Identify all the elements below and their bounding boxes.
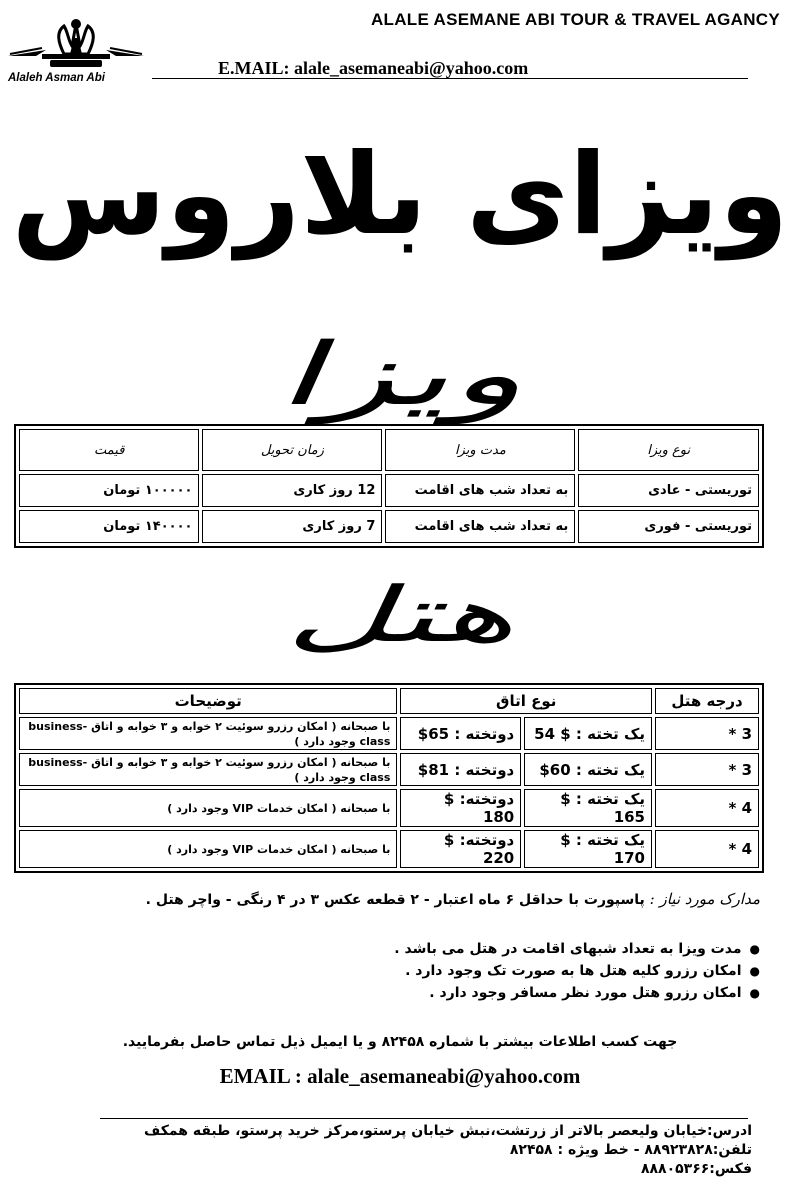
footer-address-block — [144, 1122, 752, 1179]
double-rate-cell: دوتخته: $ 220 — [400, 830, 521, 868]
hotel-header-room: نوع اتاق — [400, 688, 652, 714]
visa-header-type: نوع ویزا — [578, 429, 759, 471]
footer-divider — [100, 1118, 748, 1119]
visa-duration-cell: به تعداد شب های اقامت — [385, 474, 575, 507]
hotel-table-header-row — [19, 688, 759, 714]
visa-delivery-cell: 12 روز کاری — [202, 474, 382, 507]
hotel-table-row — [19, 753, 759, 786]
visa-table-header-row — [19, 429, 759, 471]
hotel-heading: هتل — [285, 570, 515, 659]
list-item: ● امکان رزرو کلیه هتل ها به صورت تک وجود دارد . — [394, 960, 760, 982]
hotel-table-row — [19, 830, 759, 868]
double-rate-cell: دوتخته : 81$ — [400, 753, 521, 786]
single-rate-cell: یک تخته : 60$ — [524, 753, 652, 786]
footer-fax: فکس:۸۸۸۰۵۳۶۶ — [640, 1161, 752, 1177]
visa-table-row — [19, 474, 759, 507]
notes-list — [394, 938, 760, 1004]
hotel-desc-cell: با صبحانه ( امکان رزرو سوئیت ۲ خوابه و ۳ خوابه و اتاق business-class وجود دارد ) — [19, 717, 397, 750]
main-title: ویزای بلاروس — [11, 130, 789, 260]
single-rate-cell: یک تخته : $ 165 — [524, 789, 652, 827]
visa-duration-cell: به تعداد شب های اقامت — [385, 510, 575, 543]
logo-emblem-icon — [6, 16, 146, 72]
visa-type-cell: توریستی - فوری — [578, 510, 759, 543]
hotel-header-grade: درجه هتل — [655, 688, 759, 714]
visa-price-cell: ۱۴۰۰۰۰ تومان — [19, 510, 199, 543]
footer-phone: تلفن:۸۸۹۲۳۸۲۸ - خط ویژه : ۸۲۴۵۸ — [509, 1142, 752, 1158]
required-documents-label: مدارک مورد نیاز : — [649, 890, 760, 908]
footer-address: ادرس:خیابان ولیعصر بالاتر از زرتشت،نبش خیابان پرستو،مرکز خرید پرستو، طبقه همکف — [144, 1123, 752, 1139]
hotel-table — [14, 683, 764, 873]
visa-type-cell: توریستی - عادی — [578, 474, 759, 507]
hotel-grade-cell: 4 * — [655, 830, 759, 868]
single-rate-cell: یک تخته : $ 170 — [524, 830, 652, 868]
double-rate-cell: دوتخته: $ 180 — [400, 789, 521, 827]
list-item: ● مدت ویزا به تعداد شبهای اقامت در هتل می باشد . — [394, 938, 760, 960]
hotel-desc-cell: با صبحانه ( امکان خدمات VIP وجود دارد ) — [19, 830, 397, 868]
hotel-desc-cell: با صبحانه ( امکان رزرو سوئیت ۲ خوابه و ۳ خوابه و اتاق business-class وجود دارد ) — [19, 753, 397, 786]
required-documents-text: پاسپورت با حداقل ۶ ماه اعتبار - ۲ قطعه عکس ۳ در ۴ رنگی - واچر هتل . — [145, 892, 645, 908]
hotel-grade-cell: 3 * — [655, 753, 759, 786]
double-rate-cell: دوتخته : 65$ — [400, 717, 521, 750]
header-divider — [152, 78, 748, 79]
agency-logo — [6, 16, 146, 90]
hotel-grade-cell: 4 * — [655, 789, 759, 827]
header-email: E.MAIL: alale_asemaneabi@yahoo.com — [218, 58, 529, 78]
visa-delivery-cell: 7 روز کاری — [202, 510, 382, 543]
logo-text: Alaleh Asman Abi — [8, 72, 105, 84]
hotel-table-row — [19, 789, 759, 827]
hotel-grade-cell: 3 * — [655, 717, 759, 750]
list-item: ● امکان رزرو هتل مورد نظر مسافر وجود دارد . — [394, 982, 760, 1004]
hotel-table-row — [19, 717, 759, 750]
contact-email: EMAIL : alale_asemaneabi@yahoo.com — [219, 1064, 581, 1088]
visa-table — [14, 424, 764, 548]
visa-price-cell: ۱۰۰۰۰۰ تومان — [19, 474, 199, 507]
agency-name: ALALE ASEMANE ABI TOUR & TRAVEL AGANCY — [370, 10, 780, 29]
visa-header-price: قیمت — [19, 429, 199, 471]
hotel-header-desc: توضیحات — [19, 688, 397, 714]
visa-table-row — [19, 510, 759, 543]
single-rate-cell: یک تخته : $ 54 — [524, 717, 652, 750]
contact-line: جهت کسب اطلاعات بیشتر با شماره ۸۲۴۵۸ و یا ایمیل ذیل تماس حاصل بفرمایید. — [122, 1034, 678, 1050]
visa-header-delivery: زمان تحویل — [202, 429, 382, 471]
hotel-desc-cell: با صبحانه ( امکان خدمات VIP وجود دارد ) — [19, 789, 397, 827]
required-documents — [146, 890, 760, 908]
visa-heading: ویزا — [276, 325, 524, 425]
visa-header-duration: مدت ویزا — [385, 429, 575, 471]
